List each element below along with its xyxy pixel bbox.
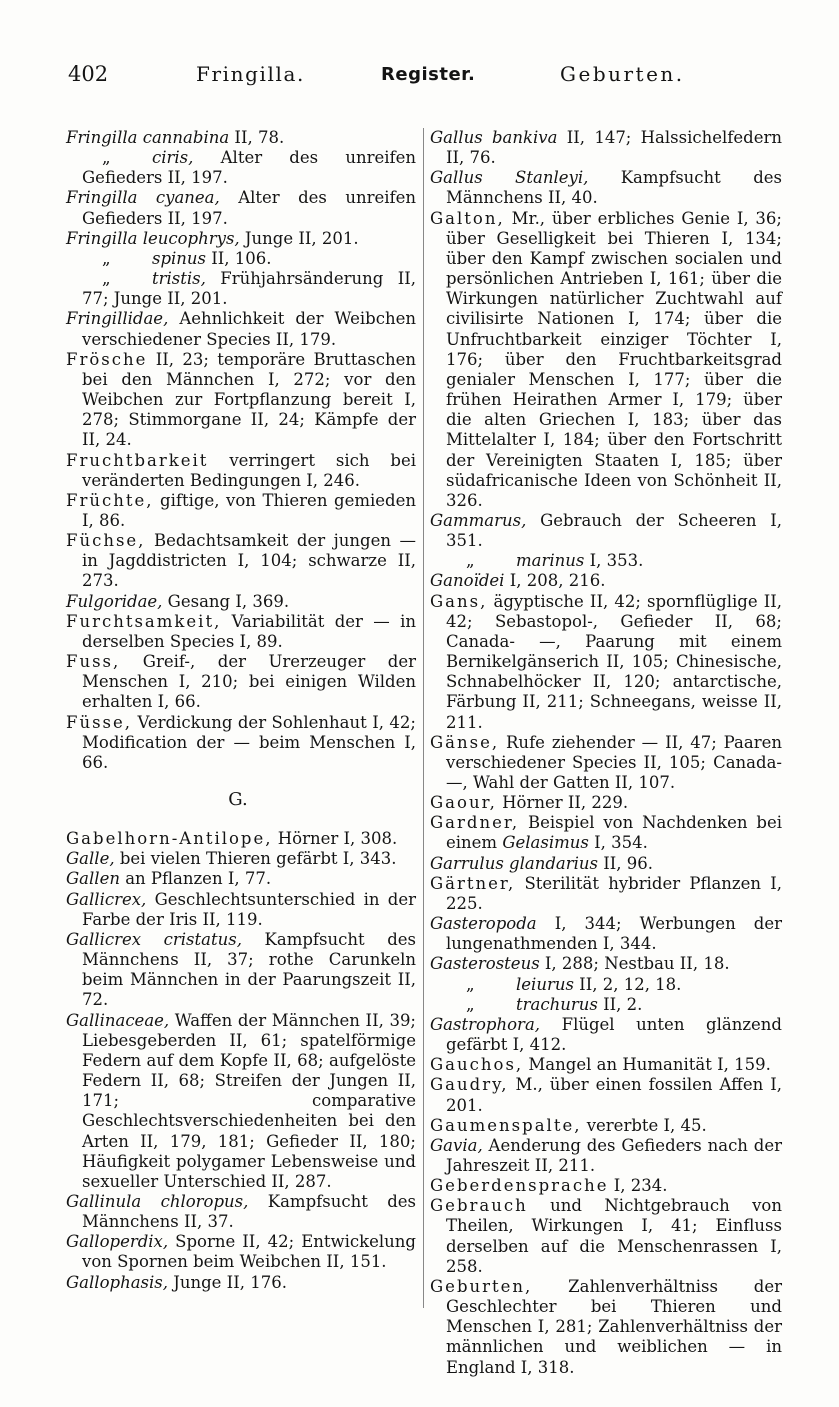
entries-right (430, 128, 782, 1378)
entry-text: M., über einen fossilen Affen I, 201. (446, 1075, 782, 1115)
index-entry (430, 995, 782, 1015)
entry-head: trachurus (516, 994, 598, 1014)
entry-head: Ganoïdei (430, 571, 505, 591)
index-entry (430, 954, 782, 974)
index-entry (430, 813, 782, 853)
entry-text: Gebrauch der Scheeren I, 351. (446, 510, 782, 551)
entry-head: Geberdensprache (430, 1176, 609, 1196)
entry-head: Füsse, (66, 712, 133, 732)
entry-head: Gammarus, (430, 510, 527, 530)
entry-head: Füchse, (66, 531, 146, 551)
index-entry (66, 229, 416, 249)
entry-head: Gauchos, (430, 1055, 524, 1075)
entry-head: Frösche (66, 349, 148, 369)
entry-text: II, 2, 12, 18. (573, 974, 682, 994)
left-column (66, 128, 416, 1293)
entry-head: Gebrauch (430, 1196, 528, 1216)
entry-head: Gaudry, (430, 1075, 509, 1095)
entry-text: Verdickung der Sohlenhaut I, 42; Modification der — beim Menschen I, 66. (82, 712, 416, 772)
entry-text: II, 78. (229, 128, 285, 147)
entry-text: I, 288; Nestbau II, 18. (539, 954, 730, 974)
entry-text: II, 147; Halssichelfedern II, 76. (446, 128, 783, 168)
entry-text: Frühjahrsänderung II, 77; Junge II, 201. (82, 269, 416, 309)
entry-text: verringert sich bei veränderten Bedingungen I, 246. (82, 450, 416, 490)
entry-head: Gans, (430, 591, 488, 611)
entry-text: Aenderung des Gefieders nach der Jahreszeit II, 211. (446, 1135, 782, 1175)
entry-text: Kampfsucht des Männchens II, 37; rothe Carunkeln beim Männchen in der Paarungszeit II, 72. (82, 929, 416, 1010)
entry-text: Junge II, 201. (239, 228, 359, 248)
entry-head: Gärtner, (430, 873, 516, 893)
entry-head: Fringillidae, (66, 309, 169, 329)
index-entry (66, 188, 416, 228)
index-entry (430, 551, 782, 571)
index-entry (66, 451, 416, 491)
entry-text: Kampfsucht des Männchens II, 37. (82, 1191, 416, 1232)
entry-text: I, 234. (608, 1176, 668, 1196)
entry-head: Furchtsamkeit, (66, 611, 222, 631)
entry-head: Gardner, (430, 813, 520, 833)
index-entry (430, 1075, 782, 1115)
right-column (430, 128, 782, 1378)
entry-text: Greif-, der Urerzeuger der Menschen I, 210; bei einigen Wilden erhalten I, 66. (82, 652, 416, 712)
entry-text: I, 208, 216. (504, 571, 606, 591)
ditto-mark: „ (466, 551, 475, 571)
index-entry (430, 511, 782, 551)
index-entry (430, 128, 782, 168)
index-entry (430, 1176, 782, 1196)
index-entry (66, 128, 416, 148)
ditto-mark: „ (102, 269, 111, 289)
entry-head: Früchte, (66, 490, 154, 510)
entry-head: Gaumenspalte, (430, 1115, 582, 1135)
entry-head: Gavia, (430, 1135, 483, 1155)
header-center: Register. (381, 64, 476, 85)
entry-head: Fuss, (66, 652, 121, 672)
index-entry (66, 1273, 416, 1293)
header-right: Geburten. (560, 62, 685, 86)
entry-head: Fruchtbarkeit (66, 450, 209, 470)
entry-head: Gallus Stanleyi, (430, 168, 589, 188)
entry-head: Galloperdix, (66, 1232, 169, 1252)
index-entry (430, 209, 782, 511)
index-entry (430, 854, 782, 874)
entries-g (66, 829, 416, 1293)
index-entry (66, 890, 416, 930)
index-entry (430, 975, 782, 995)
entry-head: Fulgoridae, (66, 591, 163, 611)
entry-head: Gallophasis, (66, 1272, 168, 1292)
entry-text: Kampfsucht des Männchens II, 40. (446, 168, 782, 208)
entry-text: Waffen der Männchen II, 39; Liebesgeberden II, 61; spatelförmige Federn auf dem Kopfe II, 68; aufgelöste Federn II, 68; Streifen der Jungen II, 171; comparative Geschlechtsverschiedenheiten bei den Arten II, 179, 181; Gefieder II, 180; Häufigkeit polygamer Lebensweise und sexueller Unterschied II, 287. (82, 1010, 416, 1191)
entry-head: Gabelhorn-Antilope, (66, 829, 273, 849)
running-header (68, 62, 780, 92)
header-left: Fringilla. (196, 62, 305, 86)
index-entry (430, 592, 782, 733)
index-entry (430, 1015, 782, 1055)
index-entry (66, 491, 416, 531)
entry-head: marinus (516, 551, 585, 571)
entry-head: Gasteropoda (430, 914, 537, 934)
index-entry (430, 1116, 782, 1136)
entry-head-inline: Gelasimus (502, 833, 589, 853)
entry-text: I, 353. (584, 551, 644, 571)
entry-head: Fringilla cyanea, (66, 188, 220, 208)
index-entry (66, 148, 416, 188)
index-entry (66, 1011, 416, 1192)
index-entry (430, 1196, 782, 1277)
entry-text: Sterilität hybrider Pflanzen I, 225. (446, 873, 782, 913)
entry-head: Gallen (66, 869, 120, 889)
ditto-mark: „ (102, 248, 111, 268)
entry-text: Mr., über erbliches Genie I, 36; über Geselligkeit bei Thieren I, 134; über den Kampf zwischen socialen und persönlichen Antrieben I, 161; über die Wirkungen natürlicher Zuchtwahl auf civilisirte Nationen I, 174; über die Unfruchtbarkeit einziger Töchter I, 176; über den Fruchtbarkeitsgrad genialer Menschen I, 177; über die frühen Heirathen Armer I, 179; über die alten Griechen I, 183; über das Mittelalter I, 184; über den Fortschritt der Vereinigten Staaten I, 185; über südafricanische Ideen von Schönheit II, 326. (446, 208, 782, 510)
entries-f (66, 128, 416, 773)
index-entry (66, 612, 416, 652)
ditto-mark: „ (466, 974, 475, 994)
index-entry (66, 1192, 416, 1232)
entry-head: Gänse, (430, 732, 500, 752)
entry-text: giftige, von Thieren gemieden I, 86. (82, 490, 416, 530)
entry-head: Gallicrex cristatus, (66, 929, 242, 949)
index-entry (66, 930, 416, 1011)
section-letter: G. (228, 789, 248, 810)
entry-text: II, 106. (206, 248, 272, 268)
index-entry (66, 652, 416, 712)
entry-head: Gallus bankiva (430, 128, 558, 147)
index-entry (66, 531, 416, 591)
index-entry (66, 1232, 416, 1272)
entry-head: Galton, (430, 208, 505, 228)
entry-text: an Pflanzen I, 77. (119, 869, 272, 889)
ditto-mark: „ (102, 148, 111, 168)
index-entry (430, 1055, 782, 1075)
entry-text: Alter des unreifen Gefieders II, 197. (82, 148, 416, 188)
index-entry (430, 168, 782, 208)
entry-text: Hörner II, 229. (496, 793, 629, 813)
index-entry (430, 571, 782, 591)
entry-head: Galle, (66, 849, 115, 869)
entry-text: und Nichtgebrauch von Theilen, Wirkungen I, 41; Einfluss derselben auf die Menschenrassen I, 258. (446, 1196, 782, 1276)
index-entry (430, 914, 782, 954)
entry-head: Gasterosteus (430, 954, 540, 974)
entry-text: Hörner I, 308. (272, 829, 398, 849)
entry-text: Sporne II, 42; Entwickelung von Spornen beim Weibchen II, 151. (82, 1232, 416, 1272)
entry-text: Aehnlichkeit der Weibchen verschiedener Species II, 179. (82, 309, 416, 349)
index-entry (66, 309, 416, 349)
column-divider (423, 128, 424, 1308)
entry-head: Gallicrex, (66, 889, 147, 909)
entry-text: Rufe ziehender — II, 47; Paaren verschiedener Species II, 105; Canada- —, Wahl der Gatten II, 107. (446, 732, 782, 792)
entry-head: ciris, (152, 148, 194, 168)
index-entry (430, 793, 782, 813)
entry-text: Zahlenverhältniss der Geschlechter bei Thieren und Menschen I, 281; Zahlenverhältniss der männlichen und weiblichen — in England I, 318. (446, 1276, 782, 1377)
entry-text: Beispiel von Nachdenken bei einem (446, 813, 782, 853)
entry-text: vererbte I, 45. (581, 1115, 707, 1135)
entry-head: Gastrophora, (430, 1014, 541, 1034)
entry-text: Geschlechtsunterschied in der Farbe der Iris II, 119. (82, 889, 416, 929)
entry-text: Bedachtsamkeit der jungen — in Jagddistricten I, 104; schwarze II, 273. (82, 531, 416, 591)
index-entry (66, 350, 416, 451)
entry-text: I, 344; Werbungen der lungenathmenden I, 344. (446, 914, 782, 954)
index-entry (66, 269, 416, 309)
entry-head: Garrulus glandarius (430, 853, 598, 873)
entry-head: Fringilla cannabina (66, 128, 230, 147)
entry-text: bei vielen Thieren gefärbt I, 343. (114, 849, 397, 869)
entry-text: Flügel unten glänzend gefärbt I, 412. (446, 1014, 782, 1055)
entry-text: II, 96. (598, 853, 654, 873)
entry-head: Fringilla leucophrys, (66, 228, 240, 248)
entry-head: Gaour, (430, 793, 497, 813)
index-entry (430, 1136, 782, 1176)
index-entry (430, 1277, 782, 1378)
entry-text: I, 354. (588, 833, 648, 853)
entry-text: Variabilität der — in derselben Species I, 89. (82, 611, 416, 651)
entry-text: II, 2. (597, 994, 643, 1014)
index-entry (66, 869, 416, 889)
index-entry (66, 713, 416, 773)
index-entry (66, 592, 416, 612)
entry-head: Gallinula chloropus, (66, 1191, 249, 1211)
entry-text: Gesang I, 369. (162, 591, 290, 611)
entry-text: II, 23; temporäre Bruttaschen bei den Männchen I, 272; vor den Weibchen zur Fortpflanzung bereit I, 278; Stimmorgane II, 24; Kämpfe der II, 24. (82, 349, 416, 450)
index-entry (66, 829, 416, 849)
entry-text: Mangel an Humanität I, 159. (523, 1055, 771, 1075)
index-entry (430, 874, 782, 914)
index-entry (430, 733, 782, 793)
page-number: 402 (68, 62, 109, 86)
entry-head: tristis, (152, 269, 206, 289)
entry-text: Alter des unreifen Gefieders II, 197. (82, 188, 417, 228)
entry-head: Geburten, (430, 1276, 533, 1296)
entry-text: ägyptische II, 42; spornflüglige II, 42; Sebastopol-, Gefieder II, 68; Canada- —, Paarung mit einem Bernikelgänserich II, 105; Chinesische, Schnabelhöcker II, 120; antarctische, Färbung II, 211; Schneegans, weisse II, 211. (446, 591, 782, 732)
index-entry (66, 849, 416, 869)
entry-head: leiurus (516, 974, 574, 994)
ditto-mark: „ (466, 994, 475, 1014)
entry-text: Junge II, 176. (168, 1272, 287, 1292)
index-entry (66, 249, 416, 269)
entry-head: spinus (152, 248, 207, 268)
entry-head: Gallinaceae, (66, 1010, 170, 1030)
